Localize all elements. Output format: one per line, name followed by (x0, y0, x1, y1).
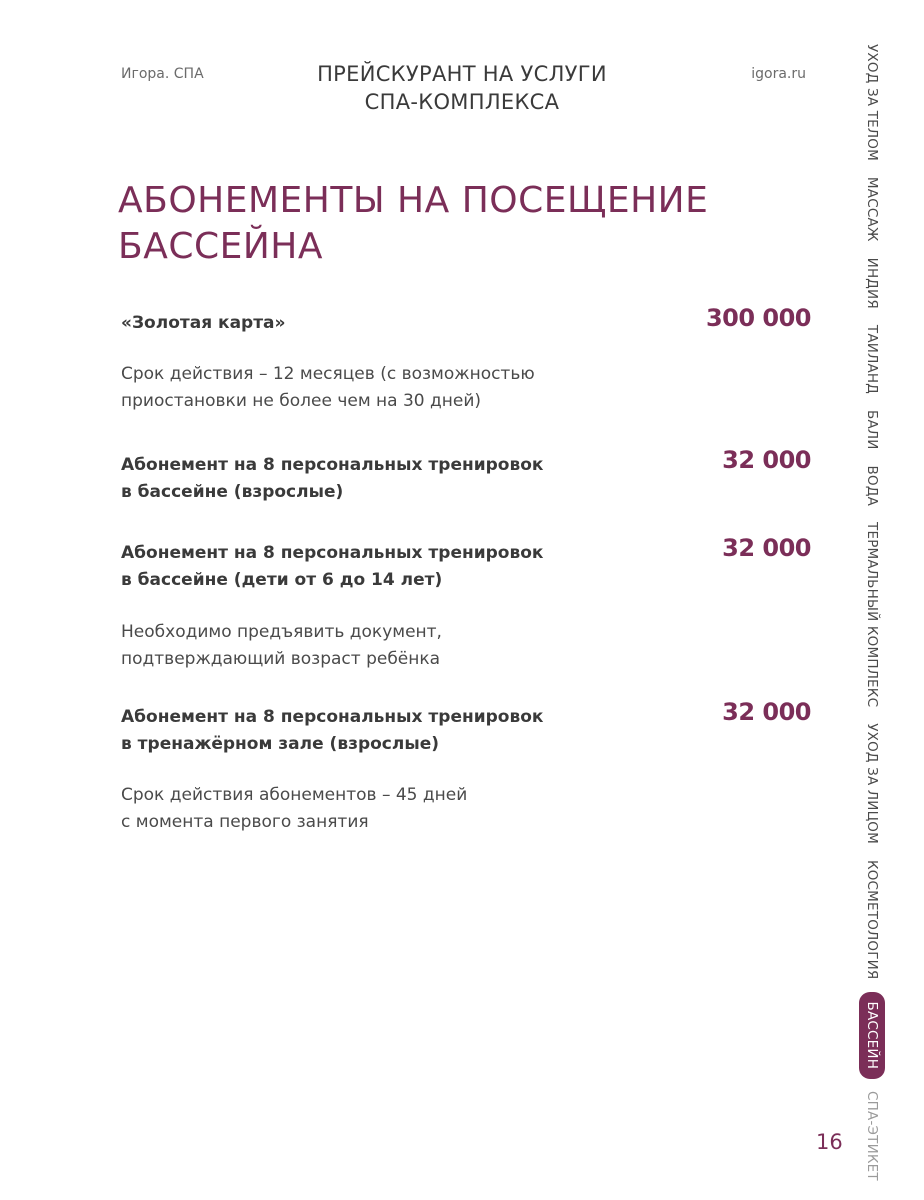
item-name-line1: «Золотая карта» (121, 313, 286, 333)
item-note (121, 361, 591, 415)
price-item-gold-card (121, 304, 811, 337)
price-item-pool-adults (121, 446, 811, 506)
item-price: 32 000 (722, 698, 811, 726)
page-title (118, 178, 758, 270)
item-note-line1: Необходимо предъявить документ, (121, 622, 442, 642)
item-name (121, 452, 591, 506)
nav-item-bali[interactable]: БАЛИ (864, 410, 880, 450)
section-side-nav-strip (848, 36, 896, 1189)
nav-item-thermal-complex[interactable]: ТЕРМАЛЬНЫЙ КОМПЛЕКС (864, 522, 880, 708)
page-title-line2: БАССЕЙНА (118, 226, 323, 267)
item-name (121, 704, 591, 758)
nav-item-cosmetology[interactable]: КОСМЕТОЛОГИЯ (864, 859, 880, 980)
item-price: 300 000 (705, 304, 811, 332)
nav-item-body-care[interactable]: УХОД ЗА ТЕЛОМ (864, 44, 880, 161)
nav-item-pool[interactable]: БАССЕЙН (859, 992, 885, 1080)
item-note-line2: приостановки не более чем на 30 дней) (121, 391, 482, 411)
item-name-line1: Абонемент на 8 персональных тренировок (121, 707, 544, 727)
item-name-line2: в бассейне (дети от 6 до 14 лет) (121, 570, 443, 590)
nav-item-india[interactable]: ИНДИЯ (864, 257, 880, 309)
document-title-line2: СПА-КОМПЛЕКСА (364, 90, 560, 114)
section-side-nav (848, 36, 896, 1181)
item-price: 32 000 (722, 446, 811, 474)
document-title-line1: ПРЕЙСКУРАНТ НА УСЛУГИ (317, 62, 607, 86)
price-item-gym-adults (121, 698, 811, 758)
item-name-line1: Абонемент на 8 персональных тренировок (121, 455, 544, 475)
item-note-line2: подтверждающий возраст ребёнка (121, 649, 441, 669)
item-note-line1: Срок действия абонементов – 45 дней (121, 785, 468, 805)
item-name (121, 310, 591, 337)
website-link[interactable]: igora.ru (751, 66, 806, 82)
item-name-line2: в тренажёрном зале (взрослые) (121, 734, 440, 754)
page-title-line1: АБОНЕМЕНТЫ НА ПОСЕЩЕНИЕ (118, 180, 709, 221)
nav-item-face-care[interactable]: УХОД ЗА ЛИЦОМ (864, 723, 880, 844)
nav-item-thailand[interactable]: ТАИЛАНД (864, 324, 880, 394)
nav-item-spa-etiquette[interactable]: СПА-ЭТИКЕТ (864, 1091, 880, 1181)
item-note-line1: Срок действия – 12 месяцев (с возможностью (121, 364, 535, 384)
page-number: 16 (816, 1130, 843, 1154)
item-note (121, 619, 591, 673)
brand-label: Игора. СПА (121, 66, 204, 82)
item-note-line2: с момента первого занятия (121, 812, 369, 832)
item-name-line2: в бассейне (взрослые) (121, 482, 344, 502)
item-name-line1: Абонемент на 8 персональных тренировок (121, 543, 544, 563)
price-item-pool-children (121, 534, 811, 594)
nav-item-massage[interactable]: МАССАЖ (864, 176, 880, 242)
nav-item-water[interactable]: ВОДА (864, 465, 880, 507)
item-price: 32 000 (722, 534, 811, 562)
item-note (121, 782, 591, 836)
item-name (121, 540, 591, 594)
